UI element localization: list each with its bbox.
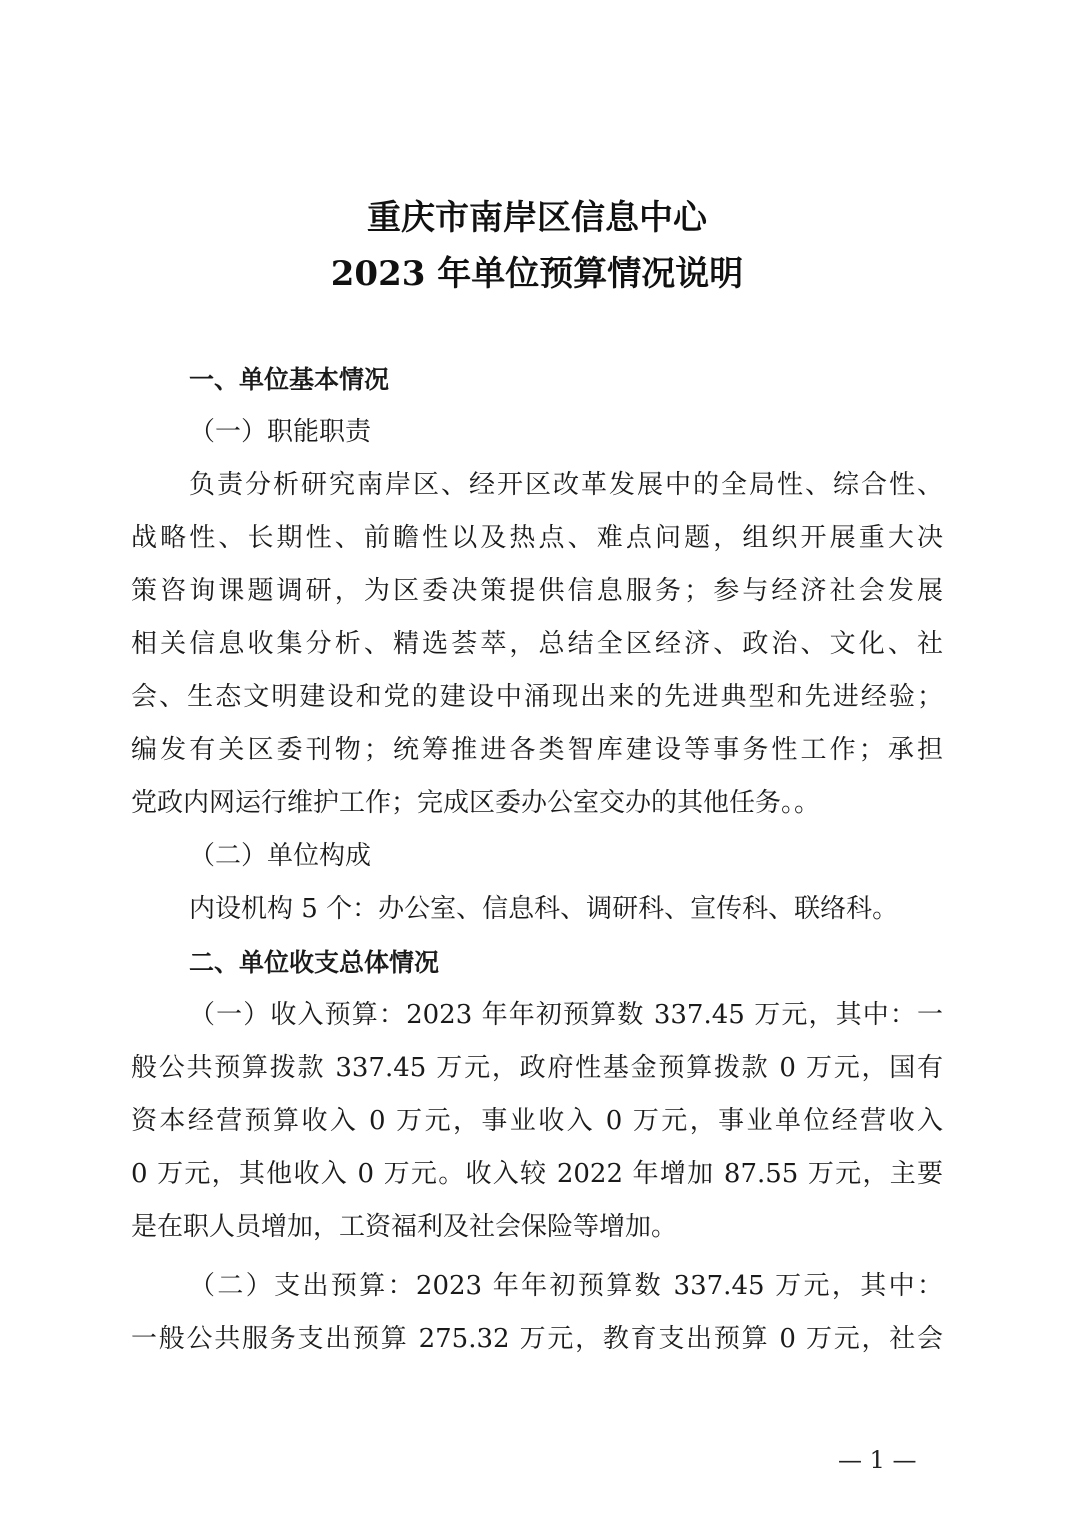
section-heading-1: 一、单位基本情况 xyxy=(189,365,390,394)
paragraph-line: 策咨询课题调研，为区委决策提供信息服务；参与经济社会发展 xyxy=(131,576,943,606)
paragraph-line: 资本经营预算收入 0 万元，事业收入 0 万元，事业单位经营收入 xyxy=(131,1106,943,1136)
paragraph-line: （一）收入预算：2023 年年初预算数 337.45 万元，其中：一 xyxy=(189,1000,943,1030)
subsection-heading-duties: （一）职能职责 xyxy=(189,417,372,447)
document-title: 重庆市南岸区信息中心 xyxy=(367,198,707,238)
paragraph-line: 编发有关区委刊物；统筹推进各类智库建设等事务性工作；承担 xyxy=(131,735,943,765)
page-number: — 1 — xyxy=(838,1446,917,1474)
paragraph-line: 般公共预算拨款 337.45 万元，政府性基金预算拨款 0 万元，国有 xyxy=(131,1053,943,1083)
paragraph-line: 一般公共服务支出预算 275.32 万元，教育支出预算 0 万元，社会 xyxy=(131,1324,943,1354)
paragraph-line: 负责分析研究南岸区、经开区改革发展中的全局性、综合性、 xyxy=(189,470,943,500)
section-heading-2: 二、单位收支总体情况 xyxy=(189,948,440,977)
subsection-heading-structure: （二）单位构成 xyxy=(189,841,372,871)
paragraph-line: 相关信息收集分析、精选荟萃，总结全区经济、政治、文化、社 xyxy=(131,629,943,659)
paragraph-line: 会、生态文明建设和党的建设中涌现出来的先进典型和先进经验； xyxy=(131,682,943,712)
document-subtitle: 2023 年单位预算情况说明 xyxy=(330,254,744,294)
document-body xyxy=(131,353,943,1366)
paragraph-line: （二）支出预算：2023 年年初预算数 337.45 万元，其中： xyxy=(189,1271,943,1301)
paragraph-line: 0 万元，其他收入 0 万元。收入较 2022 年增加 87.55 万元，主要 xyxy=(131,1159,943,1189)
paragraph-line: 是在职人员增加，工资福利及社会保险等增加。 xyxy=(131,1212,678,1242)
paragraph-line: 内设机构 5 个：办公室、信息科、调研科、宣传科、联络科。 xyxy=(189,894,899,924)
paragraph-line: 战略性、长期性、前瞻性以及热点、难点问题，组织开展重大决 xyxy=(131,523,943,553)
paragraph-line: 党政内网运行维护工作；完成区委办公室交办的其他任务。。 xyxy=(131,788,821,818)
